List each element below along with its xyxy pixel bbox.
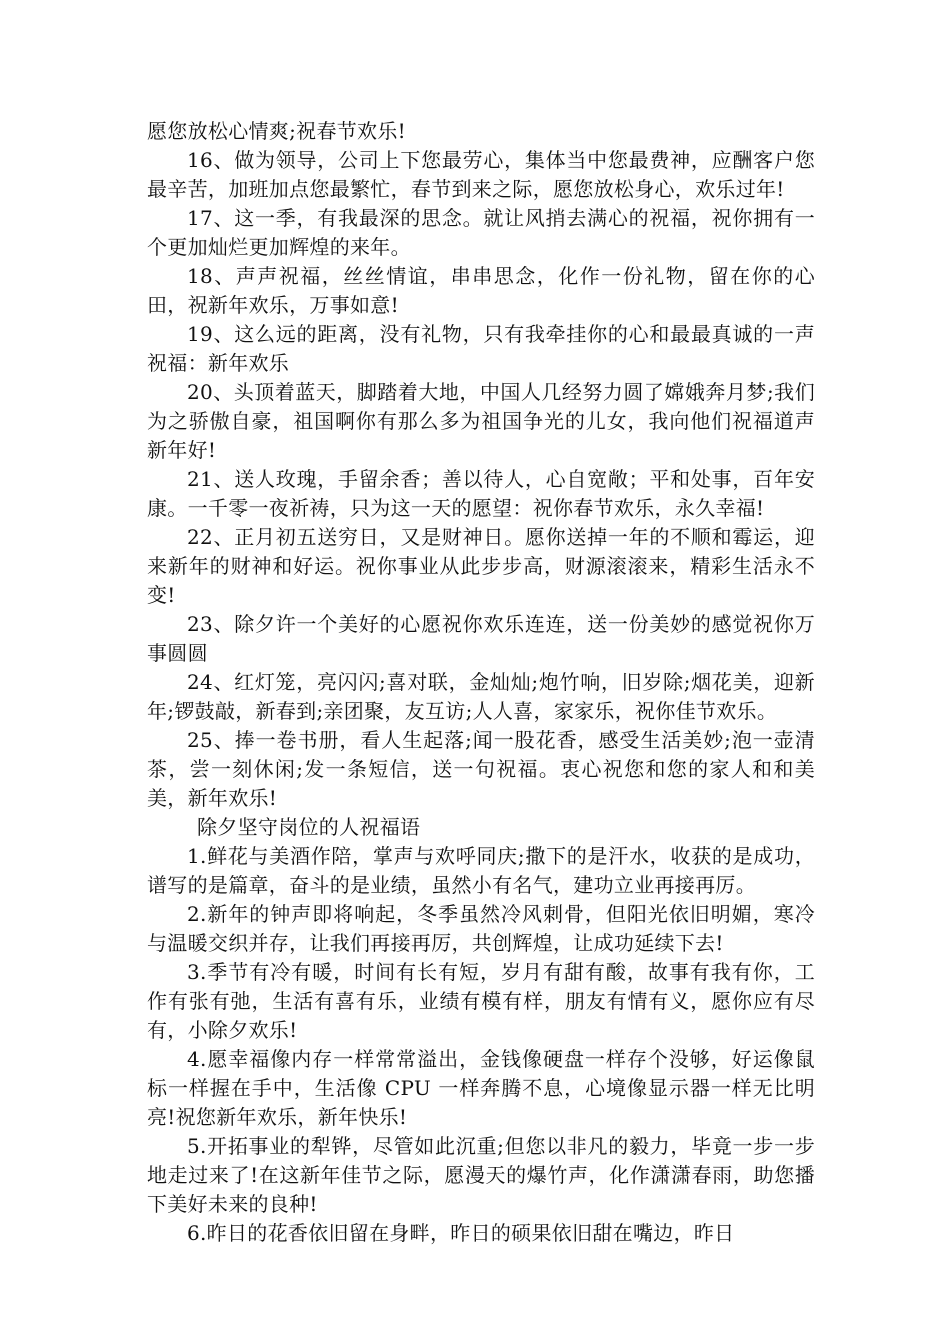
paragraph-wish-18: 18、声声祝福，丝丝情谊，串串思念，化作一份礼物，留在你的心田，祝新年欢乐，万事如意!: [147, 264, 815, 317]
section-heading: 除夕坚守岗位的人祝福语: [197, 815, 421, 839]
paragraph-item-6: 6.昨日的花香依旧留在身畔，昨日的硕果依旧甜在嘴边，昨日: [187, 1221, 735, 1245]
paragraph-wish-16: 16、做为领导，公司上下您最劳心，集体当中您最费神，应酬客户您最辛苦，加班加点您最繁忙，春节到来之际，愿您放松身心，欢乐过年!: [147, 148, 815, 201]
paragraph-wish-17: 17、这一季，有我最深的思念。就让风捎去满心的祝福，祝你拥有一个更加灿烂更加辉煌的来年。: [147, 206, 815, 259]
paragraph-wish-21: 21、送人玫瑰，手留余香；善以待人，心自宽敞；平和处事，百年安康。一千零一夜祈祷，只为这一天的愿望：祝你春节欢乐，永久幸福!: [147, 467, 815, 520]
paragraph-wish-22: 22、正月初五送穷日，又是财神日。愿你送掉一年的不顺和霉运，迎来新年的财神和好运。祝你事业从此步步高，财源滚滚来，精彩生活永不变!: [147, 525, 815, 607]
document-body: [147, 117, 815, 1248]
paragraph-wish-19: 19、这么远的距离，没有礼物，只有我牵挂你的心和最最真诚的一声祝福：新年欢乐: [147, 322, 815, 375]
paragraph-wish-23: 23、除夕许一个美好的心愿祝你欢乐连连，送一份美妙的感觉祝你万事圆圆: [147, 612, 815, 665]
paragraph-item-3: 3.季节有冷有暖，时间有长有短，岁月有甜有酸，故事有我有你，工作有张有弛，生活有喜有乐，业绩有模有样，朋友有情有义，愿你应有尽有，小除夕欢乐!: [147, 960, 815, 1042]
paragraph-wish-25: 25、捧一卷书册，看人生起落;闻一股花香，感受生活美妙;泡一壶清茶，尝一刻休闲;发一条短信，送一句祝福。衷心祝您和您的家人和和美美，新年欢乐!: [147, 728, 815, 810]
paragraph-item-1: 1.鲜花与美酒作陪，掌声与欢呼同庆;撒下的是汗水，收获的是成功，谱写的是篇章，奋斗的是业绩，虽然小有名气，建功立业再接再厉。: [147, 844, 815, 897]
paragraph-item-4: 4.愿幸福像内存一样常常溢出，金钱像硬盘一样存个没够，好运像鼠标一样握在手中，生活像 CPU 一样奔腾不息，心境像显示器一样无比明亮!祝您新年欢乐，新年快乐!: [147, 1047, 815, 1129]
paragraph-item-5: 5.开拓事业的犁铧，尽管如此沉重;但您以非凡的毅力，毕竟一步一步地走过来了!在这新年佳节之际，愿漫天的爆竹声，化作潇潇春雨，助您播下美好未来的良种!: [147, 1134, 815, 1216]
paragraph-wish-20: 20、头顶着蓝天，脚踏着大地，中国人几经努力圆了嫦娥奔月梦;我们为之骄傲自豪，祖国啊你有那么多为祖国争光的儿女，我向他们祝福道声新年好!: [147, 380, 815, 462]
paragraph-wish-24: 24、红灯笼，亮闪闪;喜对联，金灿灿;炮竹响，旧岁除;烟花美，迎新年;锣鼓敲，新春到;亲团聚，友互访;人人喜，家家乐，祝你佳节欢乐。: [147, 670, 815, 723]
paragraph-continuation: 愿您放松心情爽;祝春节欢乐!: [147, 119, 406, 143]
paragraph-item-2: 2.新年的钟声即将响起，冬季虽然冷风刺骨，但阳光依旧明媚，寒冷与温暖交织并存，让我们再接再厉，共创辉煌，让成功延续下去!: [147, 902, 815, 955]
